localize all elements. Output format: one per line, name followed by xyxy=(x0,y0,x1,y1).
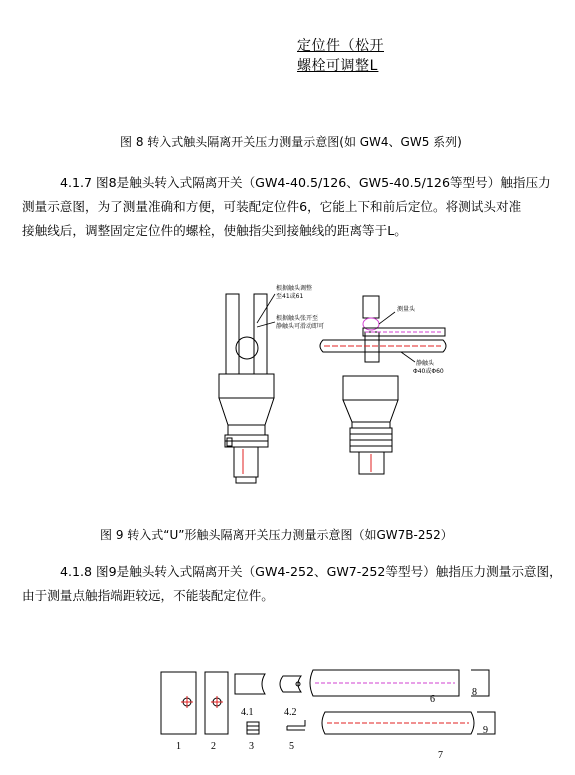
label-adjust-contact: 根据触头调整 xyxy=(276,285,313,292)
paragraph-4-1-7 xyxy=(22,171,572,243)
figure-8-caption: 图 8 转入式触头隔离开关压力测量示意图(如 GW4、GW5 系列) xyxy=(120,135,462,149)
part-number-9: 9 xyxy=(483,725,488,736)
right-neck xyxy=(352,422,390,428)
left-fork-arm-left xyxy=(226,294,239,374)
paragraph-line: 由于测量点触指端距较远，不能装配定位件。 xyxy=(22,588,274,603)
left-foot xyxy=(236,477,256,483)
part-number-4-2: 4.2 xyxy=(284,707,297,718)
part-number-1: 1 xyxy=(176,741,181,752)
right-collar xyxy=(343,376,398,400)
right-ring-b xyxy=(350,434,392,440)
label-static-diameter: Φ40或Φ60 xyxy=(413,368,444,375)
part-number-4-1: 4.1 xyxy=(241,707,254,718)
label-adjust-range: 至41或61 xyxy=(276,293,304,300)
paragraph-line: 4.1.8 图9是触头转入式隔离开关（GW4-252、GW7-252等型号）触指压力测量示意图， xyxy=(60,564,562,579)
part-number-3: 3 xyxy=(249,741,254,752)
label-static-slide: 静触头可滑动即可 xyxy=(276,323,325,330)
label-test-head: 测量头 xyxy=(397,306,416,313)
right-ring-c xyxy=(350,440,392,446)
header-line-2: 螺栓可调整L xyxy=(297,58,379,74)
left-fork-arm-right xyxy=(254,294,267,374)
label-open-contact: 根据触头张开至 xyxy=(276,315,319,322)
part-number-6: 6 xyxy=(430,694,435,705)
paragraph-line: 测量示意图，为了测量准确和方便，可装配定位件6，它能上下和前后定位。将测试头对准 xyxy=(22,199,522,214)
left-neck xyxy=(228,425,265,435)
paragraph-line: 接触线后，调整固定定位件的螺栓，使触指尖到接触线的距离等于L。 xyxy=(22,223,407,238)
figure-9-drawing xyxy=(205,280,465,500)
left-shaft xyxy=(234,447,258,477)
right-upper-post xyxy=(363,296,379,318)
paragraph-4-1-8 xyxy=(22,560,572,608)
left-clip xyxy=(227,438,232,446)
part-5-bracket xyxy=(287,720,305,730)
figure-9-caption: 图 9 转入式“U”形触头隔离开关压力测量示意图（如GW7B-252） xyxy=(100,528,453,542)
header-line-1: 定位件（松开 xyxy=(297,38,384,54)
label-static-contact: 静触头 xyxy=(416,360,435,367)
right-ring-d xyxy=(350,446,392,452)
right-ring-a xyxy=(350,428,392,434)
right-taper xyxy=(343,400,398,422)
left-taper xyxy=(219,398,274,425)
part-number-7: 7 xyxy=(438,750,443,761)
parts-drawing xyxy=(155,662,500,752)
left-collar xyxy=(219,374,274,398)
part-number-2: 2 xyxy=(211,741,216,752)
part-4-1-clip xyxy=(235,674,265,694)
part-3-bolt xyxy=(247,722,259,734)
part-number-8: 8 xyxy=(472,687,477,698)
part-4-2-clip xyxy=(280,676,301,692)
part-number-5: 5 xyxy=(289,741,294,752)
paragraph-line: 4.1.7 图8是触头转入式隔离开关（GW4-40.5/126、GW5-40.5/126等型号）触指压力 xyxy=(60,175,551,190)
